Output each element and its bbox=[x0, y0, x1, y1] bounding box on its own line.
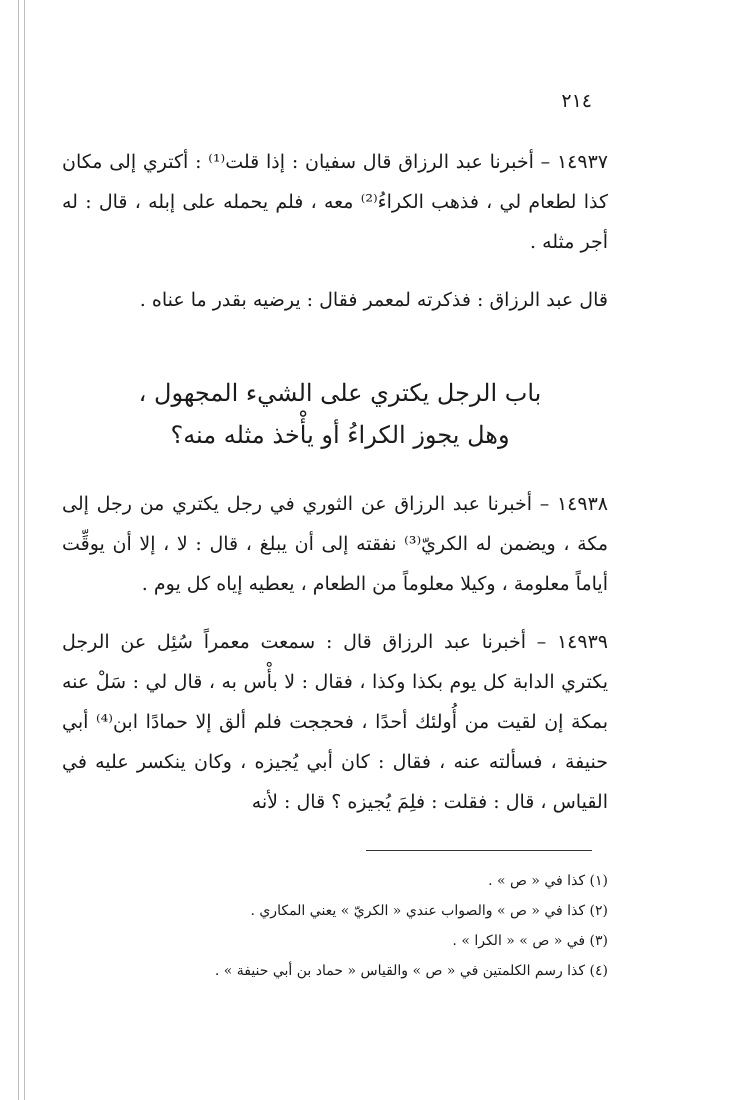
scan-margin-line bbox=[18, 0, 19, 1100]
chapter-heading bbox=[60, 372, 620, 456]
paragraph-abdulrazzaq-note bbox=[62, 280, 608, 320]
footnote-1: (١) كذا في « ص » . bbox=[488, 873, 608, 889]
scan-margin-line bbox=[24, 0, 25, 1100]
paragraph-text: ١٤٩٣٧ – أخبرنا عبد الرزاق قال سفيان : إذا قلت⁽¹⁾ : أكتري إلى مكان كذا لطعام لي ، فذهب الكراءُ⁽²⁾ معه ، فلم يحمله على إبله ، قال : له أجر مثله . bbox=[62, 151, 608, 253]
paragraph-text: ١٤٩٣٨ – أخبرنا عبد الرزاق عن الثوري في رجل يكتري من رجل إلى مكة ، ويضمن له الكريّ⁽³⁾ نفقته إلى أن يبلغ ، قال : لا ، إلا أن يوقِّت أياماً معلومة ، وكيلا معلوماً من الطعام ، يعطيه إياه كل يوم . bbox=[62, 493, 609, 595]
paragraph-text: ١٤٩٣٩ – أخبرنا عبد الرزاق قال : سمعت معمراً سُئِل عن الرجل يكتري الدابة كل يوم بكذا وكذا ، فقال : لا بأْس به ، قال لي : سَلْ عنه بمكة إن لقيت من أُولئك أحدًا ، فحججت فلم ألق إلا حمادًا ابن⁽⁴⁾ أبي حنيفة ، فسألته عنه ، فقال : كان أبي يُجيزه ، وكان ينكسر عليه في القياس ، قال : فقلت : فلِمَ يُجيزه ؟ قال : لأنه bbox=[62, 631, 608, 813]
page-number: ٢١٤ bbox=[561, 90, 592, 112]
chapter-heading-line-2: وهل يجوز الكراءُ أو يأْخذ مثله منه؟ bbox=[170, 421, 510, 449]
footnote-divider bbox=[366, 850, 592, 851]
paragraph-text: قال عبد الرزاق : فذكرته لمعمر فقال : يرضيه بقدر ما عناه . bbox=[139, 289, 608, 311]
paragraph-14939 bbox=[62, 622, 608, 822]
footnote-2: (٢) كذا في « ص » والصواب عندي « الكريّ » يعني المكاري . bbox=[250, 903, 608, 919]
footnote-4: (٤) كذا رسم الكلمتين في « ص » والقياس « حماد بن أبي حنيفة » . bbox=[214, 963, 608, 979]
footnote-3: (٣) في « ص » « الكرا » . bbox=[452, 933, 608, 949]
paragraph-14937 bbox=[62, 142, 608, 262]
paragraph-14938 bbox=[62, 484, 608, 604]
footnotes bbox=[62, 866, 608, 986]
chapter-heading-line-1: باب الرجل يكتري على الشيء المجهول ، bbox=[138, 379, 542, 407]
